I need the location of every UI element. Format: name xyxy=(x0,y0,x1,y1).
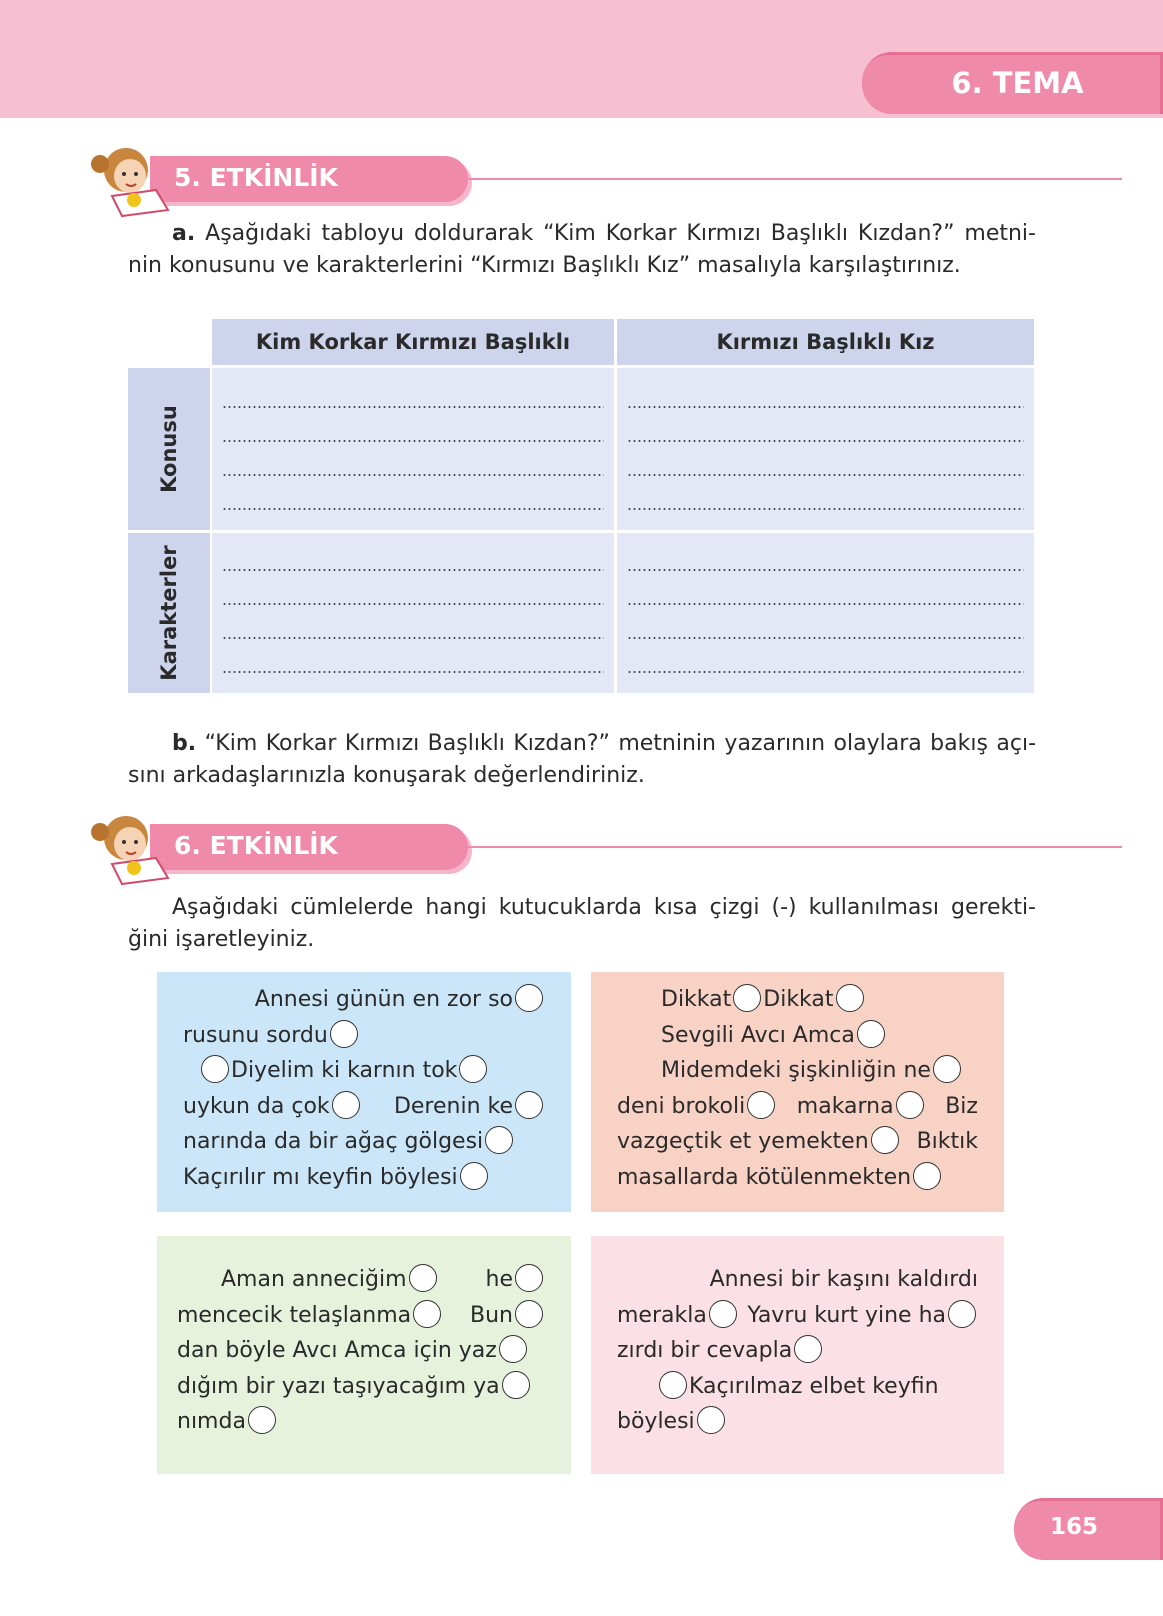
activity5-question-a xyxy=(128,218,1036,282)
activity6-rule xyxy=(466,846,1122,848)
cell-konusu-1[interactable] xyxy=(212,368,614,530)
a-text-line1: Aşağıdaki tabloyu doldurarak “Kim Korkar Kırmızı Başlıklı Kızdan?” metni- xyxy=(205,221,1036,246)
instruction-line1: Aşağıdaki cümlelerde hangi kutucuklarda kısa çizgi (-) kullanılması gerekti- xyxy=(172,895,1036,920)
dash-circle[interactable] xyxy=(248,1406,276,1434)
theme-label: 6. TEMA xyxy=(951,66,1084,100)
comparison-table xyxy=(128,319,1034,693)
dash-circle[interactable] xyxy=(697,1406,725,1434)
row-label-konusu: Konusu xyxy=(128,368,210,530)
a-text-line2: nin konusunu ve karakterlerini “Kırmızı Başlıklı Kız” masalıyla karşılaştırınız. xyxy=(128,253,961,278)
activity5-heading xyxy=(86,150,1036,210)
dash-circle[interactable] xyxy=(499,1335,527,1363)
dash-circle[interactable] xyxy=(913,1162,941,1190)
dash-circle[interactable] xyxy=(515,1264,543,1292)
dash-circle[interactable] xyxy=(502,1371,530,1399)
table-header-1: Kim Korkar Kırmızı Başlıklı xyxy=(212,319,614,365)
girl-reading-icon xyxy=(86,140,176,220)
dash-circle[interactable] xyxy=(857,1020,885,1048)
page-number: 165 xyxy=(1050,1514,1099,1540)
dash-circle[interactable] xyxy=(794,1335,822,1363)
activity5-rule xyxy=(466,178,1122,180)
table-header-2: Kırmızı Başlıklı Kız xyxy=(617,319,1034,365)
dash-circle[interactable] xyxy=(332,1091,360,1119)
dash-circle[interactable] xyxy=(485,1126,513,1154)
dash-circle[interactable] xyxy=(836,984,864,1012)
sentence-box-2: Dikkat Dikkat Sevgili Avcı Amca Midemdeki şişkinliğin ne deni brokoli makarna Biz vazgeçtik et yemekten Bıktık masallarda kötülenmekten xyxy=(591,972,1004,1212)
dash-circle[interactable] xyxy=(871,1126,899,1154)
activity5-question-b xyxy=(128,728,1036,792)
sentence-box-3: Aman anneciğim he mencecik telaşlanma Bun dan böyle Avcı Amca için yaz dığım bir yazı taşıyacağım ya nımda xyxy=(157,1236,571,1474)
a-marker: a. xyxy=(172,221,196,246)
dash-circle[interactable] xyxy=(330,1020,358,1048)
dash-circle[interactable] xyxy=(659,1371,687,1399)
dash-circle[interactable] xyxy=(709,1300,737,1328)
dash-circle[interactable] xyxy=(515,984,543,1012)
b-text-line1: “Kim Korkar Kırmızı Başlıklı Kızdan?” metninin yazarının olaylara bakış açı- xyxy=(204,731,1037,756)
b-text-line2: sını arkadaşlarınızla konuşarak değerlendiriniz. xyxy=(128,763,645,788)
sentence-box-4: Annesi bir kaşını kaldırdı merakla Yavru kurt yine ha zırdı bir cevapla Kaçırılmaz elbet keyfin böylesi xyxy=(591,1236,1004,1474)
b-marker: b. xyxy=(172,731,197,756)
dash-circle[interactable] xyxy=(948,1300,976,1328)
dash-circle[interactable] xyxy=(459,1055,487,1083)
dash-circle[interactable] xyxy=(460,1162,488,1190)
cell-konusu-2[interactable] xyxy=(617,368,1034,530)
activity6-instruction xyxy=(128,892,1036,956)
dash-circle[interactable] xyxy=(896,1091,924,1119)
dash-circle[interactable] xyxy=(409,1264,437,1292)
dash-circle[interactable] xyxy=(747,1091,775,1119)
girl-reading-icon xyxy=(86,808,176,888)
row-label-karakterler: Karakterler xyxy=(128,533,210,693)
dash-circle[interactable] xyxy=(933,1055,961,1083)
dash-circle[interactable] xyxy=(733,984,761,1012)
dash-circle[interactable] xyxy=(515,1300,543,1328)
dash-circle[interactable] xyxy=(201,1055,229,1083)
activity5-title: 5. ETKİNLİK xyxy=(174,163,338,192)
cell-karakterler-1[interactable] xyxy=(212,533,614,693)
activity6-heading xyxy=(86,818,1036,878)
dash-circle[interactable] xyxy=(515,1091,543,1119)
dash-circle[interactable] xyxy=(413,1300,441,1328)
page-number-tab xyxy=(1014,1498,1163,1560)
instruction-line2: ğini işaretleyiniz. xyxy=(128,927,315,952)
activity6-title: 6. ETKİNLİK xyxy=(174,831,338,860)
cell-karakterler-2[interactable] xyxy=(617,533,1034,693)
theme-tab xyxy=(862,52,1163,114)
sentence-box-1: Annesi günün en zor so rusunu sordu Diyelim ki karnın tok uykun da çok Derenin ke narında da bir ağaç gölgesi Kaçırılır mı keyfin böylesi xyxy=(157,972,571,1212)
